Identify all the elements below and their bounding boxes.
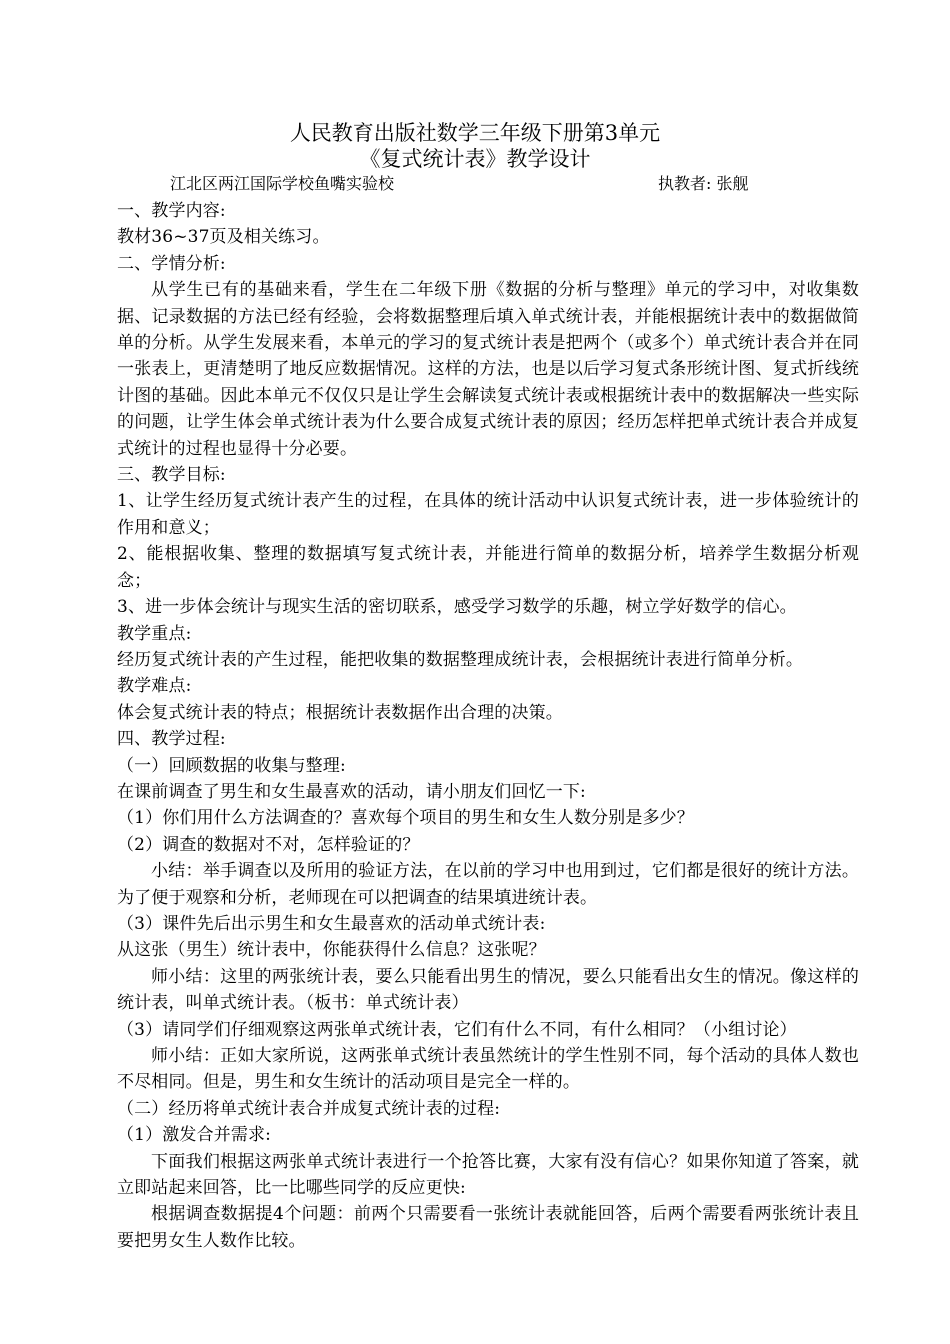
- list-item: 2、能根据收集、整理的数据填写复式统计表，并能进行简单的数据分析，培养学生数据分析观念；: [117, 544, 859, 591]
- paragraph: 师小结：这里的两张统计表，要么只能看出男生的情况，要么只能看出女生的情况。像这样的统计表，叫单式统计表。（板书：单式统计表）: [117, 966, 859, 1014]
- list-item: （2）调查的数据对不对，怎样验证的？: [117, 834, 420, 855]
- list-item: 3、进一步体会统计与现实生活的密切联系，感受学习数学的乐趣，树立学好数学的信心。: [117, 597, 797, 618]
- list-item: （3）请同学们仔细观察这两张单式统计表，它们有什么不同，有什么相同？（小组讨论）: [117, 1019, 797, 1040]
- paragraph: 从学生已有的基础来看，学生在二年级下册《数据的分析与整理》单元的学习中，对收集数据、记录数据的方法已经有经验，会将数据整理后填入单式统计表，并能根据统计表中的数据做简单的分析。从学生发展来看，本单元的学习的复式统计表是把两个（或多个）单式统计表合并在同一张表上，更清楚明了地反应数据情况。这样的方法，也是以后学习复式条形统计图、复式折线统计图的基础。因此本单元不仅仅只是让学生会解读复式统计表或根据统计表中的数据解决一些实际的问题，让学生体会单式统计表为什么要合成复式统计表的原因；经历怎样把单式统计表合并成复式统计的过程也显得十分必要。: [117, 280, 859, 459]
- paragraph: 教材36~37页及相关练习。: [117, 227, 330, 248]
- section-heading-content: 一、教学内容:: [117, 201, 226, 221]
- paragraph: 小结：举手调查以及所用的验证方法，在以前的学习中也用到过，它们都是很好的统计方法。为了便于观察和分析，老师现在可以把调查的结果填进统计表。: [117, 861, 859, 908]
- teacher-name: 执教者: 张舰: [658, 174, 749, 193]
- list-item: （1）激发合并需求:: [117, 1125, 272, 1146]
- subheading: （一）回顾数据的收集与整理:: [117, 755, 346, 776]
- list-item: 1、让学生经历复式统计表产生的过程，在具体的统计活动中认识复式统计表，进一步体验统计的作用和意义；: [117, 491, 859, 538]
- document-body: [117, 198, 859, 1254]
- subheading-key-point: 教学重点:: [117, 623, 192, 644]
- subheading-difficulty: 教学难点:: [117, 676, 192, 697]
- list-item: （1）你们用什么方法调查的？喜欢每个项目的男生和女生人数分别是多少？: [117, 808, 694, 829]
- section-heading-goals: 三、教学目标:: [117, 465, 226, 486]
- paragraph: 师小结：正如大家所说，这两张单式统计表虽然统计的学生性别不同，每个活动的具体人数也不尽相同。但是，男生和女生统计的活动项目是完全一样的。: [117, 1046, 859, 1093]
- section-heading-process: 四、教学过程:: [117, 729, 226, 750]
- paragraph: 根据调查数据提4个问题：前两个只需要看一张统计表就能回答，后两个需要看两张统计表且要把男女生人数作比较。: [117, 1204, 859, 1251]
- paragraph: 经历复式统计表的产生过程，能把收集的数据整理成统计表，会根据统计表进行简单分析。: [117, 649, 803, 670]
- document-title-line1: 人民教育出版社数学三年级下册第3单元: [289, 121, 661, 145]
- subheading: （二）经历将单式统计表合并成复式统计表的过程:: [117, 1098, 501, 1119]
- section-heading-analysis: 二、学情分析:: [117, 253, 226, 274]
- document-title-line2: 《复式统计表》教学设计: [359, 147, 591, 171]
- paragraph: 从这张（男生）统计表中，你能获得什么信息？这张呢？: [117, 940, 546, 961]
- paragraph: 体会复式统计表的特点；根据统计表数据作出合理的决策。: [117, 702, 563, 723]
- list-item: （3）课件先后出示男生和女生最喜欢的活动单式统计表:: [117, 913, 546, 934]
- paragraph: 下面我们根据这两张单式统计表进行一个抢答比赛，大家有没有信心？如果你知道了答案，就立即站起来回答，比一比哪些同学的反应更快:: [117, 1151, 859, 1199]
- school-name: 江北区两江国际学校鱼嘴实验校: [170, 174, 395, 193]
- paragraph: 在课前调查了男生和女生最喜欢的活动，请小朋友们回忆一下:: [117, 781, 586, 802]
